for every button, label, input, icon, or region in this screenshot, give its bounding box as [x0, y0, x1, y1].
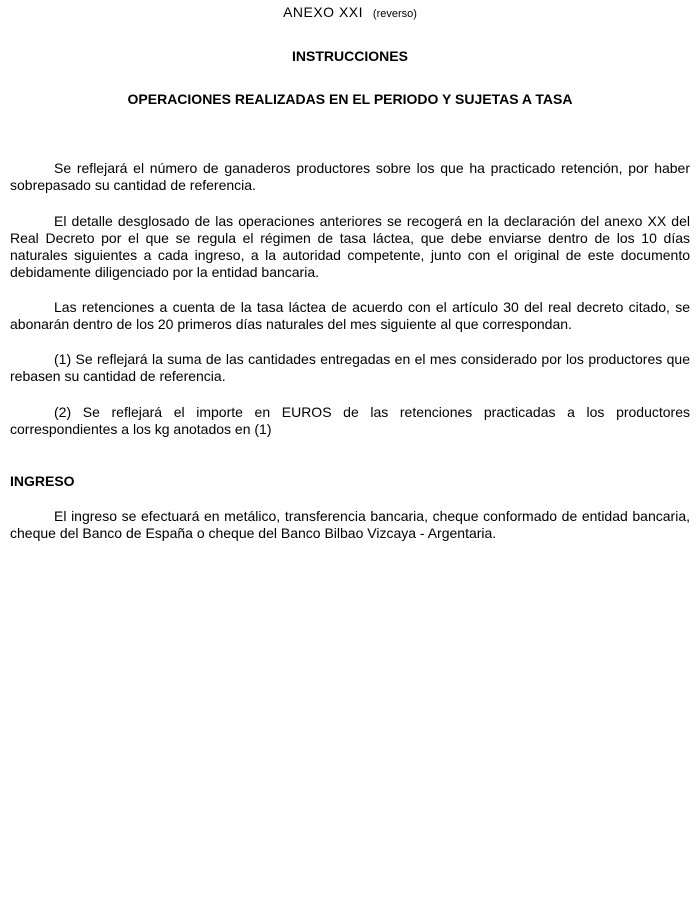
document-header	[0, 4, 700, 22]
paragraph-producers: Se reflejará el número de ganaderos productores sobre los que ha practicado retención, por haber sobrepasado su cantidad de referencia.	[10, 160, 690, 193]
paragraph-ingreso: El ingreso se efectuará en metálico, transferencia bancaria, cheque conformado de entidad bancaria, cheque del Banco de España o cheque del Banco Bilbao Vizcaya - Argentaria.	[10, 508, 690, 541]
paragraph-note-2: (2) Se reflejará el importe en EUROS de las retenciones practicadas a los productores correspondientes a los kg anotados en (1)	[10, 404, 690, 437]
paragraph-note-1: (1) Se reflejará la suma de las cantidades entregadas en el mes considerado por los productores que rebasen su cantidad de referencia.	[10, 351, 690, 384]
paragraph-retentions: Las retenciones a cuenta de la tasa láctea de acuerdo con el artículo 30 del real decreto citado, se abonarán dentro de los 20 primeros días naturales del mes siguiente al que correspondan.	[10, 299, 690, 332]
operations-heading: OPERACIONES REALIZADAS EN EL PERIODO Y SUJETAS A TASA	[127, 91, 573, 107]
paragraph-detail: El detalle desglosado de las operaciones anteriores se recogerá en la declaración del anexo XX del Real Decreto por el que se regula el régimen de tasa láctea, que debe enviarse dentro de los 10 días naturales siguientes a cada ingreso, a la autoridad competente, junto con el original de este documento debidamente diligenciado por la entidad bancaria.	[10, 213, 690, 280]
ingreso-heading: INGRESO	[10, 473, 75, 489]
annex-title: ANEXO XXI	[283, 4, 364, 20]
instructions-heading: INSTRUCCIONES	[292, 48, 408, 64]
annex-subtitle: (reverso)	[372, 8, 417, 20]
